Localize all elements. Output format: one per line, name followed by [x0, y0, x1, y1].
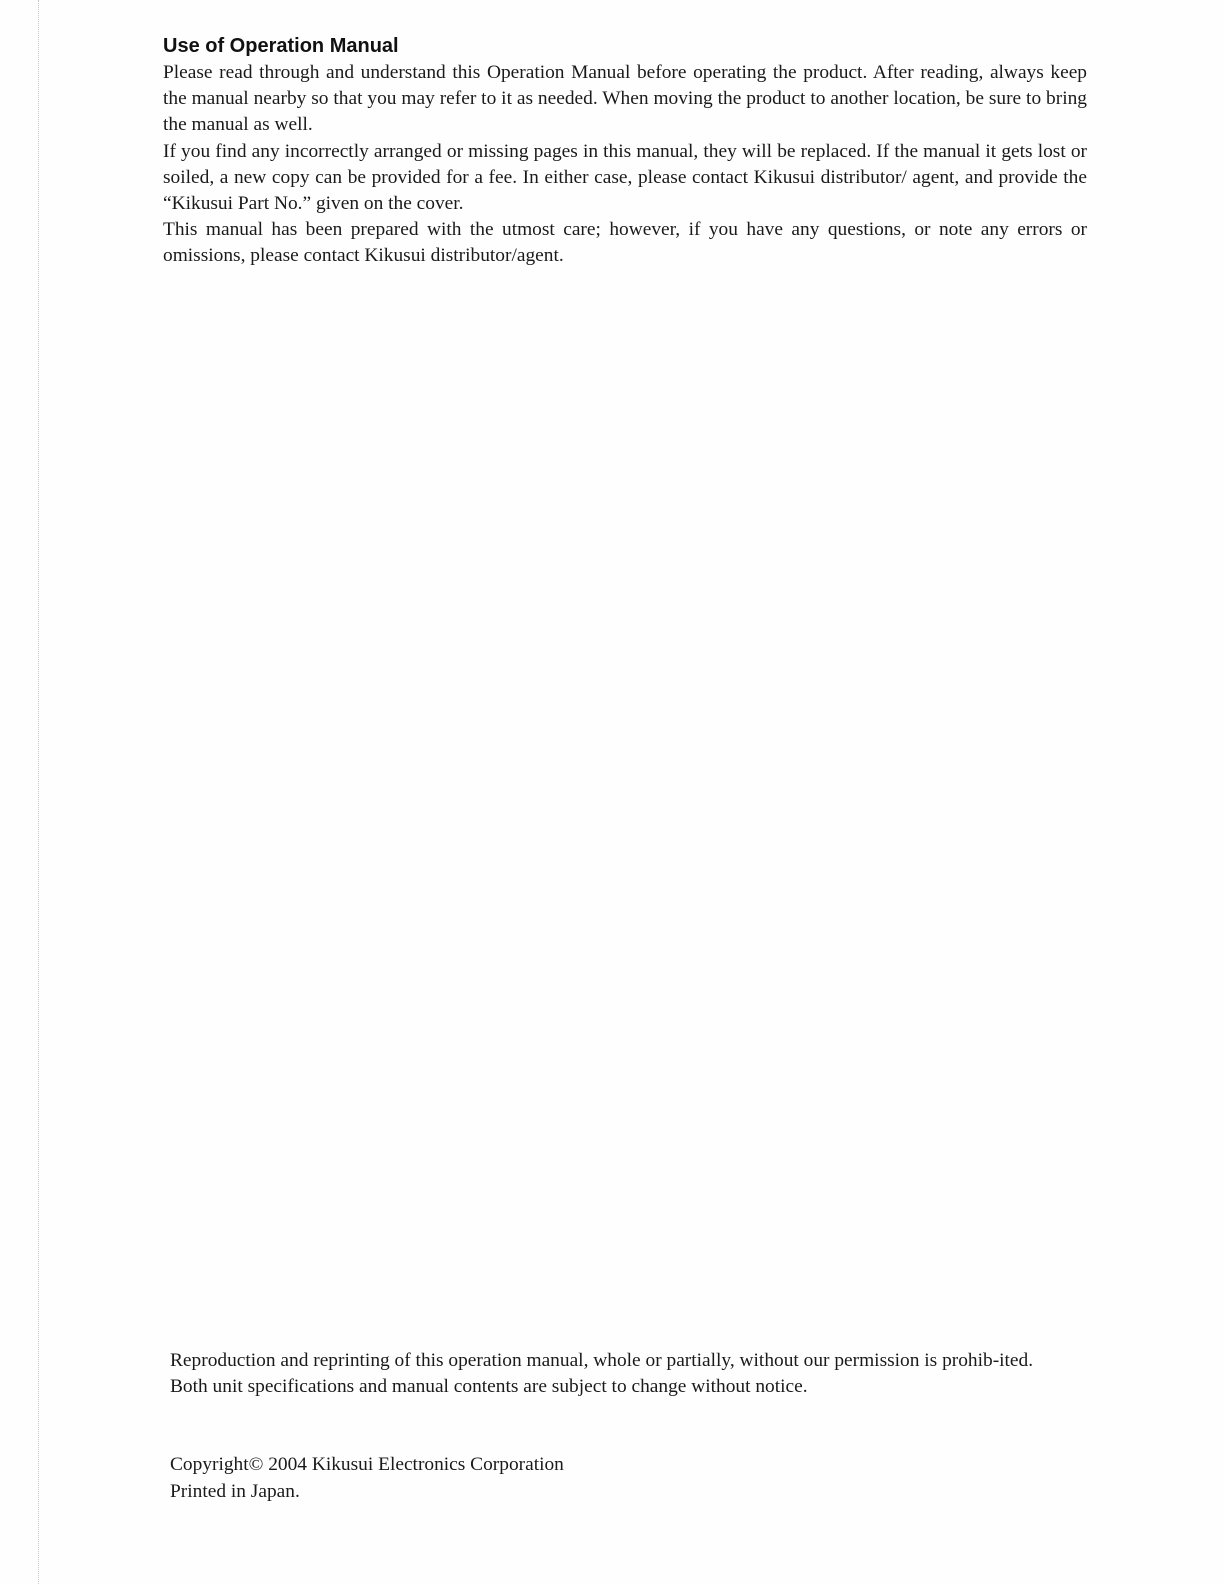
copyright-line: Copyright© 2004 Kikusui Electronics Corporation — [170, 1454, 564, 1475]
copyright-footer — [170, 1451, 870, 1505]
section-heading: Use of Operation Manual — [163, 35, 399, 57]
scan-edge-divider — [38, 0, 39, 1584]
legal-notice — [170, 1348, 1095, 1400]
section-body — [163, 60, 1087, 270]
paragraph-read-manual: Please read through and understand this Operation Manual before operating the product. After reading, always keep the manual nearby so that you may refer to it as needed. When moving the product to another location, be sure to bring the manual as well. — [163, 62, 1087, 136]
reproduction-notice: Reproduction and reprinting of this operation manual, whole or partially, without our permission is prohib-ited. — [170, 1350, 1034, 1371]
paragraph-missing-pages: If you find any incorrectly arranged or missing pages in this manual, they will be replaced. If the manual it gets lost or soiled, a new copy can be provided for a fee. In either case, please contact Kikusui distributor/ agent, and provide the “Kikusui Part No.” given on the cover. — [163, 140, 1087, 215]
printed-in-line: Printed in Japan. — [170, 1481, 300, 1502]
specifications-notice: Both unit specifications and manual contents are subject to change without notice. — [170, 1376, 808, 1398]
paragraph-utmost-care: This manual has been prepared with the utmost care; however, if you have any questions, or note any errors or omissions, please contact Kikusui distributor/agent. — [163, 219, 1087, 267]
